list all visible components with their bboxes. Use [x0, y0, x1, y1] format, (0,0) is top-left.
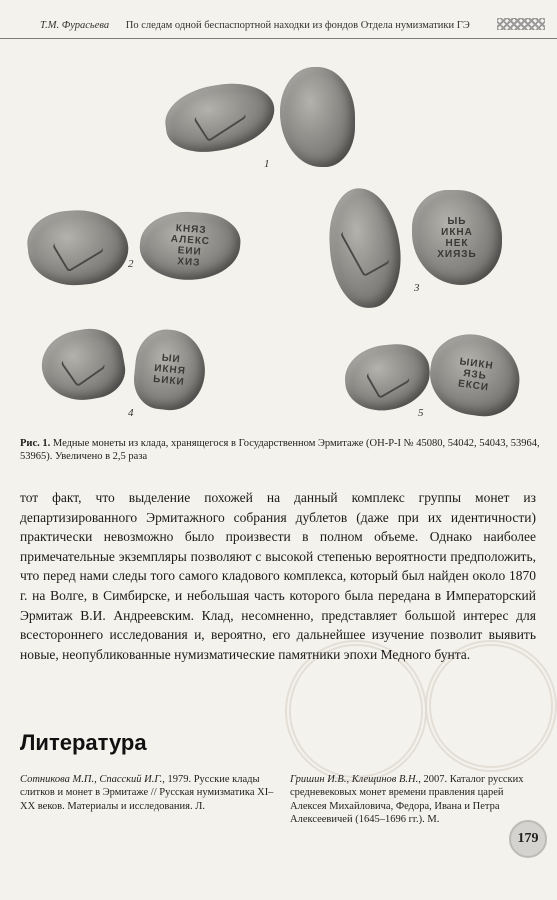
- coin-image: [37, 323, 130, 406]
- coin-image: [425, 329, 525, 421]
- rider-figure: [52, 223, 104, 272]
- coin-image: [342, 341, 432, 413]
- reference-text: , 1979. Русские клады слитков и монет в Эрмитаже // Русская нумизматика XI–XX веков. Материалы и исследования. Л.: [20, 774, 274, 812]
- figure-group-number: 2: [128, 258, 134, 270]
- coin-image: [280, 67, 355, 167]
- coin-figure: [0, 40, 557, 435]
- figure-group-number: 5: [418, 407, 424, 419]
- caption-text: Медные монеты из клада, хранящегося в Государственном Эрмитаже (ОН-Р-I № 45080, 54042, 54043, 53964, 53965). Увеличено в 2,5 раза: [20, 438, 540, 462]
- page-number: 179: [509, 820, 547, 858]
- coin-inscription: ЫИКН ЯЗЬ ЕКСИ: [457, 356, 495, 394]
- coin-image: [161, 78, 279, 158]
- rider-figure: [340, 219, 390, 277]
- caption-label: Рис. 1.: [20, 438, 51, 449]
- header-title: По следам одной беспаспортной находки из фондов Отдела нумизматики ГЭ: [125, 20, 470, 31]
- reference-entry: [290, 773, 540, 827]
- figure-caption: [20, 437, 540, 463]
- header-author: Т.М. Фурасьева: [40, 20, 110, 31]
- reference-authors: Сотникова М.П., Спасский И.Г.: [20, 774, 163, 785]
- coin-inscription: ЫИ ИКНЯ ЬИКИ: [152, 352, 187, 389]
- body-paragraph: [20, 488, 536, 664]
- reference-text: , 2007. Каталог русских средневековых монет времени правления царей Алексея Михайловича, Федора, Ивана и Петра Алексеевичей (1645–1696 гг.). М.: [290, 774, 524, 826]
- rider-figure: [193, 93, 247, 142]
- coin-inscription: ЫЬ ИКНА НЕК ХИЯЗЬ: [437, 215, 477, 260]
- rider-figure: [365, 356, 410, 398]
- literature-heading: Литература: [20, 730, 147, 755]
- figure-group-number: 4: [128, 407, 134, 419]
- reference-authors: Гришин И.В., Клещинов В.Н.: [290, 774, 419, 785]
- coin-image: [138, 209, 242, 284]
- coin-image: [412, 190, 502, 285]
- running-header: [0, 0, 557, 39]
- rider-figure: [60, 343, 106, 388]
- coin-image: [326, 186, 404, 311]
- paragraph-text: тот факт, что выделение похожей на данный комплекс группы монет из департизированного Эрмитажного собрания дублетов (даже при их идентичности) практически невозможно было произвести в полном объеме. Однако наиболее примечательные экземпляры позволяют с высокой степенью вероятности предположить, что перед нами следы того самого кладового комплекса, который был найден около 1870 г. на Волге, в Симбирске, и небольшая часть которого была передана в Императорский Эрмитаж В.И. Андреевским. Клад, несомненно, представляет большой интерес для всестороннего исследования и, вероятно, его дальнейшее изучение позволит выявить новые, неопубликованные нумизматические памятники эпохи Медного бунта.: [20, 490, 536, 662]
- coin-inscription: КНЯЗ АЛЕКС ЕИИ ХИЗ: [170, 222, 211, 269]
- reference-entry: [20, 773, 275, 813]
- header-text: [40, 20, 470, 31]
- figure-group-number: 1: [264, 158, 270, 170]
- coin-image: [131, 327, 209, 414]
- figure-group-number: 3: [414, 282, 420, 294]
- header-ornament: [497, 18, 545, 30]
- coin-image: [24, 205, 131, 290]
